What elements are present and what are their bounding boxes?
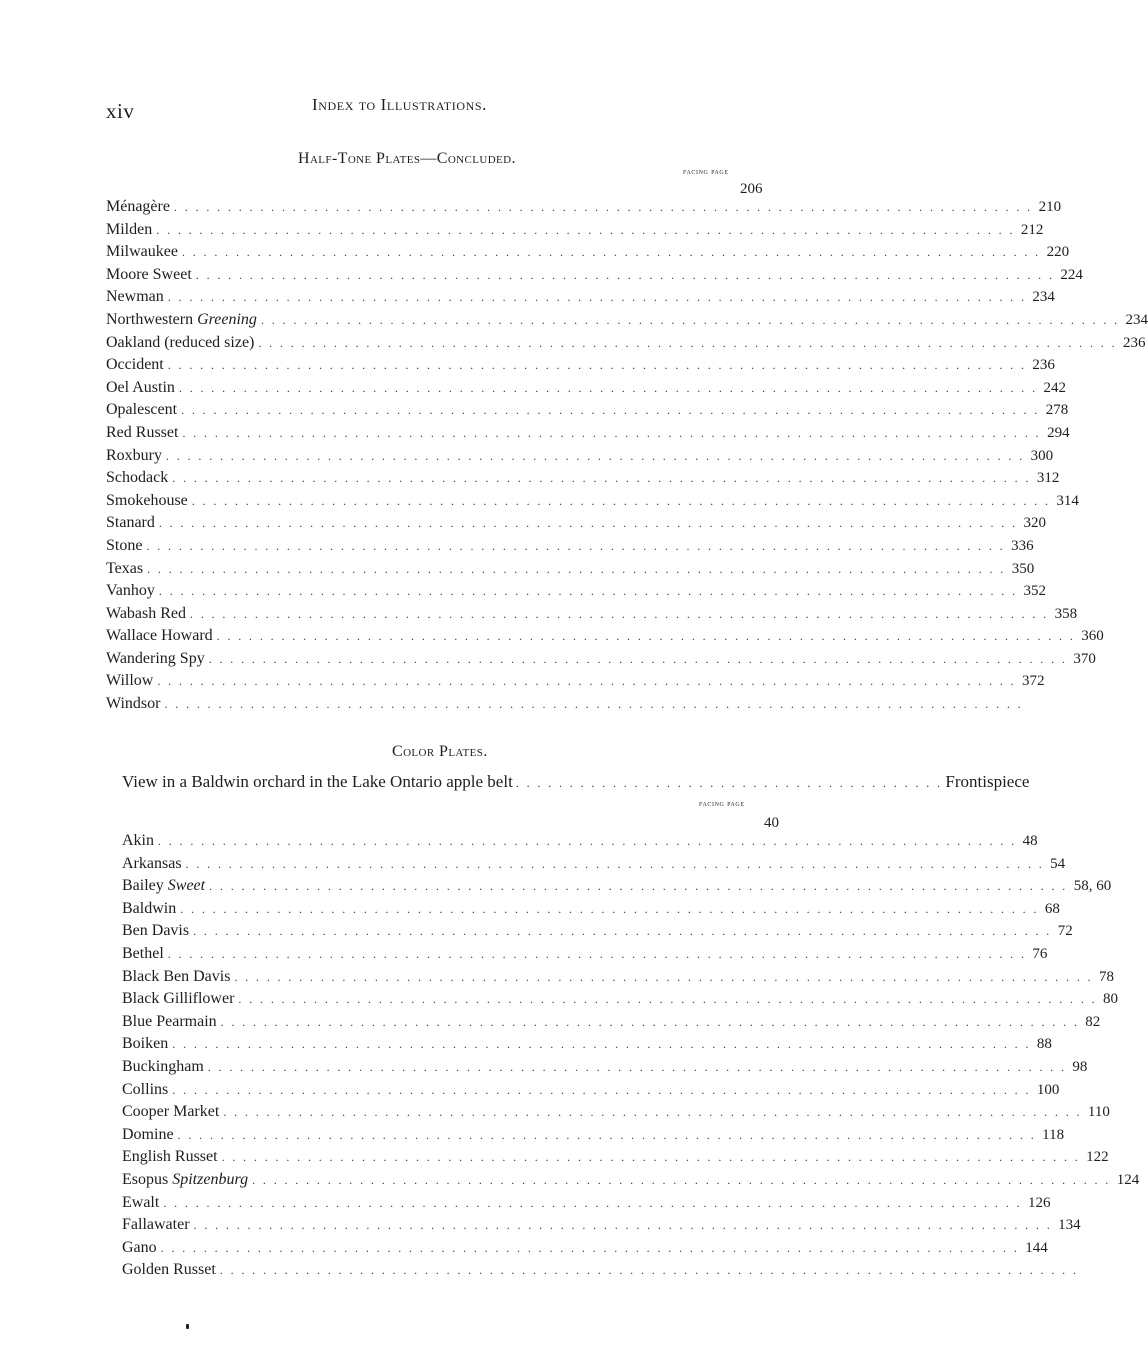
entry-name: Occident xyxy=(106,356,164,374)
toc-entry xyxy=(122,898,1060,921)
leader-dots: . . . . . . . . . . . . . . . . . . . . . . . . . . . . . . . . . . . . . . . . . . . . . . . . . . . . . . . . . . . . . . . . . . . . . . . . . . . . . . . . xyxy=(163,1195,1022,1210)
frontispiece-text: View in a Baldwin orchard in the Lake Ontario apple belt xyxy=(122,772,513,791)
half-tone-first-page: 206 xyxy=(740,181,763,197)
entry-name-italic: Greening xyxy=(197,310,257,328)
leader-dots: . . . . . . . . . . . . . . . . . . . . . . . . . . . . . . . . . . . . . . . . . . . . . . . . . . . . . . . . . . . . . . . . . . . . . . . . . . . . . . . . xyxy=(172,1082,1031,1097)
entry-page: 58, 60 xyxy=(1073,878,1112,895)
entry-name: Willow xyxy=(106,672,154,690)
entry-page: 212 xyxy=(1020,221,1044,238)
entry-name: Bailey Sweet xyxy=(122,877,206,895)
toc-entry xyxy=(106,354,1055,377)
toc-entry xyxy=(122,1011,1101,1034)
toc-entry xyxy=(106,422,1070,445)
leader-dots: . . . . . . . . . . . . . . . . . . . . . . . . . . . . . . . . . . . . . . . . . . . . . . . . . . . . . . . . . . . . . . . . . . . . . . . . . . . . . . . . xyxy=(193,1218,1053,1233)
entry-page: 144 xyxy=(1025,1239,1048,1256)
toc-entry xyxy=(122,1259,1079,1282)
entry-name: Collins xyxy=(122,1080,169,1098)
toc-entry xyxy=(122,875,1112,898)
color-heading: Color Plates. xyxy=(392,743,488,760)
entry-name: Buckingham xyxy=(122,1057,204,1075)
entry-name: Oel Austin xyxy=(106,378,175,396)
entry-page: 360 xyxy=(1081,628,1104,645)
leader-dots: . . . . . . . . . . . . . . . . . . . . . . . . . . . . . . . . . . . . . . . . . . . . . . . . . . . . . . . . . . . . . . . . . . . . . . . . . . . . . . . . xyxy=(193,924,1052,939)
leader-dots: . . . . . . . . . . . . . . . . . . . . . . . . . . . . . . . . . . . . . . . . . . . . . . . . . . . . . . . . . . . . . . . . . . . . . . . . . . . . . . . . xyxy=(157,674,1016,689)
entry-page: 78 xyxy=(1099,968,1115,985)
leader-dots: . . . . . . . . . . . . . . . . . . . . . . . . . . . . . . . . . . . . . . . . xyxy=(515,776,943,790)
leader-dots: . . . . . . . . . . . . . . . . . . . . . . . . . . . . . . . . . . . . . . . . . . . . . . . . . . . . . . . . . . . . . . . . . . . . . . . . . . . . . . . . xyxy=(185,856,1045,871)
frontispiece-row xyxy=(122,772,1030,792)
entry-name: Akin xyxy=(122,832,154,849)
toc-entry xyxy=(106,264,1083,287)
entry-name: Esopus Spitzenburg xyxy=(122,1170,249,1188)
entry-page: 242 xyxy=(1043,379,1066,396)
leader-dots: . . . . . . . . . . . . . . . . . . . . . . . . . . . . . . . . . . . . . . . . . . . . . . . . . . . . . . . . . . . . . . . . . . . . . . . . . . . . . . . . xyxy=(195,267,1055,282)
toc-entry xyxy=(122,988,1119,1011)
entry-name: Ménagère xyxy=(106,198,170,215)
leader-dots: . . . . . . . . . . . . . . . . . . . . . . . . . . . . . . . . . . . . . . . . . . . . . . . . . . . . . . . . . . . . . . . . . . . . . . . . . . . . . . . . xyxy=(146,538,1006,553)
toc-entry xyxy=(106,219,1044,242)
entry-page: 76 xyxy=(1032,945,1048,962)
leader-dots: . . . . . . . . . . . . . . . . . . . . . . . . . . . . . . . . . . . . . . . . . . . . . . . . . . . . . . . . . . . . . . . . . . . . . . . . . . . . . . . . xyxy=(219,1263,1079,1278)
entry-name: Newman xyxy=(106,288,164,306)
leader-dots: . . . . . . . . . . . . . . . . . . . . . . . . . . . . . . . . . . . . . . . . . . . . . . . . . . . . . . . . . . . . . . . . . . . . . . . . . . . . . . . . xyxy=(238,992,1098,1007)
leader-dots: . . . . . . . . . . . . . . . . . . . . . . . . . . . . . . . . . . . . . . . . . . . . . . . . . . . . . . . . . . . . . . . . . . . . . . . . . . . . . . . . xyxy=(181,403,1040,418)
entry-page: 236 xyxy=(1122,334,1146,351)
leader-dots: . . . . . . . . . . . . . . . . . . . . . . . . . . . . . . . . . . . . . . . . . . . . . . . . . . . . . . . . . . . . . . . . . . . . . . . . . . . . . . . . xyxy=(190,606,1049,621)
leader-dots: . . . . . . . . . . . . . . . . . . . . . . . . . . . . . . . . . . . . . . . . . . . . . . . . . . . . . . . . . . . . . . . . . . . . . . . . . . . . . . . . xyxy=(209,879,1068,894)
entry-page: 82 xyxy=(1085,1013,1101,1030)
entry-name-italic: Spitzenburg xyxy=(172,1170,249,1188)
entry-name: Wallace Howard xyxy=(106,627,213,645)
toc-entry xyxy=(106,603,1078,626)
half-tone-facing-label: facing page xyxy=(683,167,729,176)
toc-entry xyxy=(122,1214,1081,1237)
toc-entry xyxy=(106,467,1060,490)
entry-page: 358 xyxy=(1054,605,1078,622)
color-first-page: 40 xyxy=(764,815,779,831)
entry-name: Ewalt xyxy=(122,1193,160,1211)
leader-dots: . . . . . . . . . . . . . . . . . . . . . . . . . . . . . . . . . . . . . . . . . . . . . . . . . . . . . . . . . . . . . . . . . . . . . . . . . . . . . . . . xyxy=(172,471,1031,486)
entry-name-italic: Sweet xyxy=(167,877,206,895)
toc-entry xyxy=(106,625,1104,648)
entry-page: 72 xyxy=(1057,923,1073,940)
leader-dots: . . . . . . . . . . . . . . . . . . . . . . . . . . . . . . . . . . . . . . . . . . . . . . . . . . . . . . . . . . . . . . . . . . . . . . . . . . . . . . . . xyxy=(167,946,1027,961)
leader-dots: . . . . . . . . . . . . . . . . . . . . . . . . . . . . . . . . . . . . . . . . . . . . . . . . . . . . . . . . . . . . . . . . . . . . . . . . . . . . . . . . xyxy=(172,1037,1031,1052)
entry-name: Wabash Red xyxy=(106,604,187,622)
entry-page: 234 xyxy=(1125,311,1148,328)
leader-dots: . . . . . . . . . . . . . . . . . . . . . . . . . . . . . . . . . . . . . . . . . . . . . . . . . . . . . . . . . . . . . . . . . . . . . . . . . . . . . . . . xyxy=(164,697,1024,712)
leader-dots: . . . . . . . . . . . . . . . . . . . . . . . . . . . . . . . . . . . . . . . . . . . . . . . . . . . . . . . . . . . . . . . . . . . . . . . . . . . . . . . . xyxy=(178,380,1038,395)
toc-entry xyxy=(122,966,1115,989)
toc-entry xyxy=(122,1124,1065,1147)
entry-name: Gano xyxy=(122,1238,157,1256)
entry-name: Texas xyxy=(106,559,144,577)
entry-name: Baldwin xyxy=(122,899,177,917)
leader-dots: . . . . . . . . . . . . . . . . . . . . . . . . . . . . . . . . . . . . . . . . . . . . . . . . . . . . . . . . . . . . . . . . . . . . . . . . . . . . . . . . xyxy=(158,516,1018,531)
toc-entry xyxy=(122,1101,1110,1124)
entry-page: 224 xyxy=(1060,266,1083,283)
toc-entry xyxy=(122,1033,1052,1056)
entry-page: 372 xyxy=(1021,673,1045,690)
entry-page: 124 xyxy=(1116,1171,1140,1188)
toc-entry xyxy=(106,332,1146,355)
entry-name: Bethel xyxy=(122,944,164,962)
entry-page: 48 xyxy=(1022,833,1038,849)
entry-page: 220 xyxy=(1046,244,1070,261)
entry-page: 110 xyxy=(1087,1104,1110,1121)
toc-entry xyxy=(122,943,1048,966)
entry-name: Cooper Market xyxy=(122,1103,220,1121)
toc-entry xyxy=(122,1192,1051,1215)
entry-name: Milwaukee xyxy=(106,243,178,261)
entry-name: Stanard xyxy=(106,514,155,532)
entry-page: 336 xyxy=(1011,537,1034,554)
entry-page: 122 xyxy=(1086,1149,1109,1166)
entry-name: Windsor xyxy=(106,695,161,713)
toc-entry xyxy=(122,853,1066,876)
leader-dots: . . . . . . . . . . . . . . . . . . . . . . . . . . . . . . . . . . . . . . . . . . . . . . . . . . . . . . . . . . . . . . . . . . . . . . . . . . . . . . . . xyxy=(220,1014,1080,1029)
entry-page: 98 xyxy=(1072,1058,1088,1075)
color-list xyxy=(122,830,1140,1282)
entry-name: Black Ben Davis xyxy=(122,967,231,985)
toc-entry xyxy=(122,920,1073,943)
entry-name: Wandering Spy xyxy=(106,649,205,667)
entry-name: Fallawater xyxy=(122,1216,190,1234)
leader-dots: . . . . . . . . . . . . . . . . . . . . . . . . . . . . . . . . . . . . . . . . . . . . . . . . . . . . . . . . . . . . . . . . . . . . . . . . . . . . . . . . xyxy=(147,561,1006,576)
entry-page: 236 xyxy=(1032,357,1055,374)
toc-entry xyxy=(106,648,1096,671)
entry-page: 210 xyxy=(1038,199,1062,215)
entry-name: Stone xyxy=(106,536,143,554)
entry-page: 134 xyxy=(1058,1217,1081,1234)
half-tone-heading: Half-Tone Plates—Concluded. xyxy=(298,150,516,167)
entry-name: Roxbury xyxy=(106,446,162,464)
running-head: Index to Illustrations. xyxy=(312,95,487,114)
entry-page: 352 xyxy=(1023,583,1046,600)
entry-page: 312 xyxy=(1036,470,1060,487)
entry-page: 300 xyxy=(1030,447,1054,464)
toc-entry xyxy=(106,445,1054,468)
entry-page: 80 xyxy=(1103,991,1119,1008)
entry-name: Blue Pearmain xyxy=(122,1012,217,1030)
leader-dots: . . . . . . . . . . . . . . . . . . . . . . . . . . . . . . . . . . . . . . . . . . . . . . . . . . . . . . . . . . . . . . . . . . . . . . . . . . . . . . . . xyxy=(234,969,1094,984)
toc-entry xyxy=(106,309,1148,332)
leader-dots: . . . . . . . . . . . . . . . . . . . . . . . . . . . . . . . . . . . . . . . . . . . . . . . . . . . . . . . . . . . . . . . . . . . . . . . . . . . . . . . . xyxy=(173,200,1033,214)
leader-dots: . . . . . . . . . . . . . . . . . . . . . . . . . . . . . . . . . . . . . . . . . . . . . . . . . . . . . . . . . . . . . . . . . . . . . . . . . . . . . . . . xyxy=(158,584,1018,599)
leader-dots: . . . . . . . . . . . . . . . . . . . . . . . . . . . . . . . . . . . . . . . . . . . . . . . . . . . . . . . . . . . . . . . . . . . . . . . . . . . . . . . . xyxy=(260,312,1120,327)
entry-page: 294 xyxy=(1047,424,1070,441)
toc-entry xyxy=(106,241,1070,264)
entry-page: 320 xyxy=(1023,515,1046,532)
entry-name: Smokehouse xyxy=(106,491,188,509)
toc-entry xyxy=(106,377,1066,400)
leader-dots: . . . . . . . . . . . . . . . . . . . . . . . . . . . . . . . . . . . . . . . . . . . . . . . . . . . . . . . . . . . . . . . . . . . . . . . . . . . . . . . . xyxy=(258,335,1117,350)
toc-entry xyxy=(122,1169,1140,1192)
entry-name: Domine xyxy=(122,1125,174,1143)
entry-name: Opalescent xyxy=(106,401,178,419)
leader-dots: . . . . . . . . . . . . . . . . . . . . . . . . . . . . . . . . . . . . . . . . . . . . . . . . . . . . . . . . . . . . . . . . . . . . . . . . . . . . . . . . xyxy=(160,1240,1020,1255)
half-tone-list xyxy=(106,196,1148,716)
entry-page: 234 xyxy=(1032,289,1055,306)
entry-name: Boiken xyxy=(122,1035,169,1053)
entry-name: Oakland (reduced size) xyxy=(106,333,255,351)
leader-dots: . . . . . . . . . . . . . . . . . . . . . . . . . . . . . . . . . . . . . . . . . . . . . . . . . . . . . . . . . . . . . . . . . . . . . . . . . . . . . . . . xyxy=(191,493,1051,508)
toc-entry xyxy=(122,1237,1048,1260)
entry-name: Northwestern Greening xyxy=(106,310,257,328)
page-number: xiv xyxy=(106,99,135,123)
toc-entry xyxy=(106,399,1069,422)
entry-name: Black Gilliflower xyxy=(122,990,235,1008)
entry-page: 278 xyxy=(1045,402,1069,419)
entry-name: Milden xyxy=(106,220,153,238)
leader-dots: . . . . . . . . . . . . . . . . . . . . . . . . . . . . . . . . . . . . . . . . . . . . . . . . . . . . . . . . . . . . . . . . . . . . . . . . . . . . . . . . xyxy=(167,290,1027,305)
toc-entry xyxy=(106,535,1034,558)
entry-page: 88 xyxy=(1036,1036,1052,1053)
entry-page: 370 xyxy=(1073,650,1096,667)
toc-entry xyxy=(122,1146,1109,1169)
entry-name: Red Russet xyxy=(106,423,179,441)
entry-page: 350 xyxy=(1011,560,1035,577)
leader-dots: . . . . . . . . . . . . . . . . . . . . . . . . . . . . . . . . . . . . . . . . . . . . . . . . . . . . . . . . . . . . . . . . . . . . . . . . . . . . . . . . xyxy=(166,448,1025,463)
entry-name: Vanhoy xyxy=(106,582,155,600)
leader-dots: . . . . . . . . . . . . . . . . . . . . . . . . . . . . . . . . . . . . . . . . . . . . . . . . . . . . . . . . . . . . . . . . . . . . . . . . . . . . . . . . xyxy=(177,1127,1037,1142)
leader-dots: . . . . . . . . . . . . . . . . . . . . . . . . . . . . . . . . . . . . . . . . . . . . . . . . . . . . . . . . . . . . . . . . . . . . . . . . . . . . . . . . xyxy=(207,1059,1067,1074)
leader-dots: . . . . . . . . . . . . . . . . . . . . . . . . . . . . . . . . . . . . . . . . . . . . . . . . . . . . . . . . . . . . . . . . . . . . . . . . . . . . . . . . xyxy=(167,358,1027,373)
leader-dots: . . . . . . . . . . . . . . . . . . . . . . . . . . . . . . . . . . . . . . . . . . . . . . . . . . . . . . . . . . . . . . . . . . . . . . . . . . . . . . . . xyxy=(182,425,1042,440)
leader-dots: . . . . . . . . . . . . . . . . . . . . . . . . . . . . . . . . . . . . . . . . . . . . . . . . . . . . . . . . . . . . . . . . . . . . . . . . . . . . . . . . xyxy=(156,222,1015,237)
entry-name: Schodack xyxy=(106,469,169,487)
toc-entry xyxy=(106,286,1055,309)
entry-page: 54 xyxy=(1050,855,1066,872)
toc-entry xyxy=(106,580,1046,603)
leader-dots: . . . . . . . . . . . . . . . . . . . . . . . . . . . . . . . . . . . . . . . . . . . . . . . . . . . . . . . . . . . . . . . . . . . . . . . . . . . . . . . . xyxy=(223,1105,1082,1120)
entry-page: 118 xyxy=(1042,1126,1065,1143)
toc-entry xyxy=(106,670,1045,693)
toc-entry xyxy=(106,490,1079,513)
entry-page: 100 xyxy=(1036,1081,1060,1098)
toc-entry xyxy=(122,830,1038,853)
toc-entry xyxy=(106,196,1062,219)
entry-page: 314 xyxy=(1056,492,1079,509)
leader-dots: . . . . . . . . . . . . . . . . . . . . . . . . . . . . . . . . . . . . . . . . . . . . . . . . . . . . . . . . . . . . . . . . . . . . . . . . . . . . . . . . xyxy=(208,651,1068,666)
entry-name: Ben Davis xyxy=(122,922,190,940)
frontispiece-page: Frontispiece xyxy=(945,772,1030,791)
toc-entry xyxy=(106,558,1035,581)
entry-name: English Russet xyxy=(122,1148,218,1166)
print-speck xyxy=(186,1324,189,1329)
leader-dots: . . . . . . . . . . . . . . . . . . . . . . . . . . . . . . . . . . . . . . . . . . . . . . . . . . . . . . . . . . . . . . . . . . . . . . . . . . . . . . . . xyxy=(181,245,1041,260)
color-facing-label: facing page xyxy=(699,799,745,808)
entry-page: 126 xyxy=(1027,1194,1051,1211)
leader-dots: . . . . . . . . . . . . . . . . . . . . . . . . . . . . . . . . . . . . . . . . . . . . . . . . . . . . . . . . . . . . . . . . . . . . . . . . . . . . . . . . xyxy=(158,834,1017,848)
toc-entry xyxy=(106,512,1046,535)
toc-entry xyxy=(122,1079,1060,1102)
toc-entry xyxy=(122,1056,1088,1079)
entry-page: 68 xyxy=(1044,900,1060,917)
leader-dots: . . . . . . . . . . . . . . . . . . . . . . . . . . . . . . . . . . . . . . . . . . . . . . . . . . . . . . . . . . . . . . . . . . . . . . . . . . . . . . . . xyxy=(221,1150,1081,1165)
leader-dots: . . . . . . . . . . . . . . . . . . . . . . . . . . . . . . . . . . . . . . . . . . . . . . . . . . . . . . . . . . . . . . . . . . . . . . . . . . . . . . . . xyxy=(216,629,1076,644)
entry-name: Golden Russet xyxy=(122,1261,216,1279)
toc-entry xyxy=(106,693,1024,716)
leader-dots: . . . . . . . . . . . . . . . . . . . . . . . . . . . . . . . . . . . . . . . . . . . . . . . . . . . . . . . . . . . . . . . . . . . . . . . . . . . . . . . . xyxy=(252,1172,1111,1187)
entry-name: Moore Sweet xyxy=(106,265,192,283)
entry-name: Arkansas xyxy=(122,854,182,872)
leader-dots: . . . . . . . . . . . . . . . . . . . . . . . . . . . . . . . . . . . . . . . . . . . . . . . . . . . . . . . . . . . . . . . . . . . . . . . . . . . . . . . . xyxy=(180,901,1039,916)
